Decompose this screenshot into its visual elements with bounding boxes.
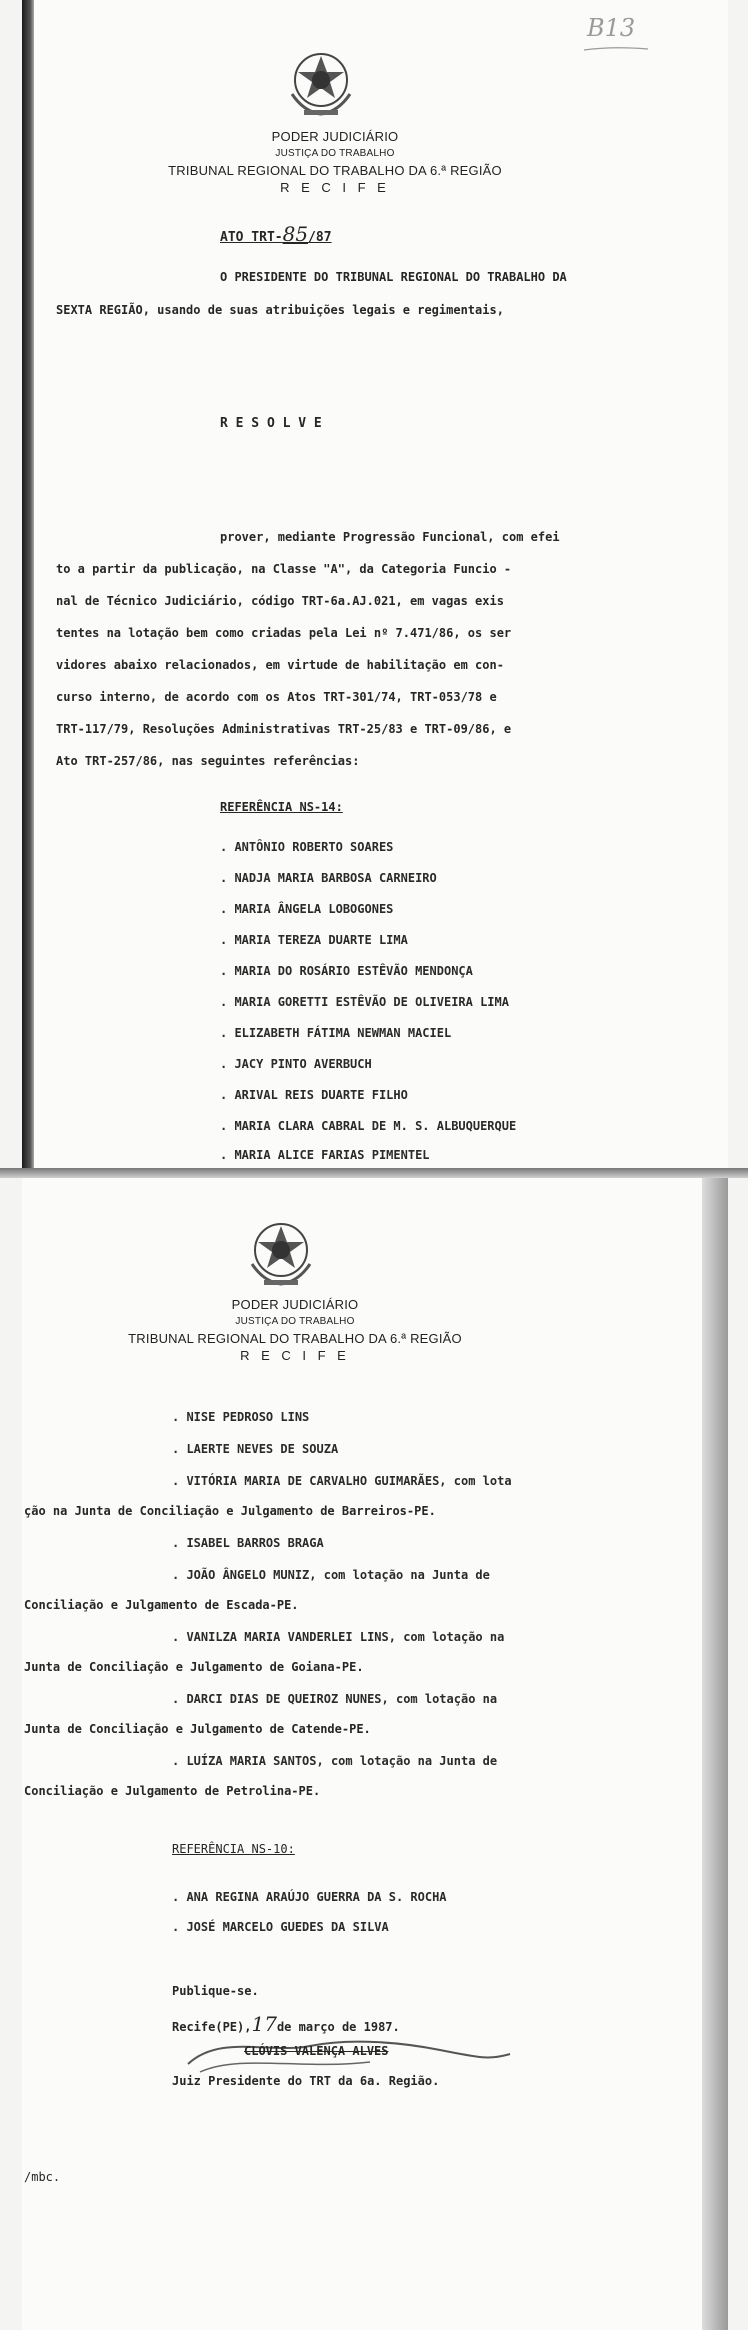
list-item: . NISE PEDROSO LINS <box>172 1410 310 1424</box>
list-item: . MARIA GORETTI ESTÊVÃO DE OLIVEIRA LIMA <box>220 995 509 1009</box>
coat-of-arms-icon <box>284 44 358 120</box>
list-item: . ISABEL BARROS BRAGA <box>172 1536 324 1550</box>
letterhead-line-4: R E C I F E <box>240 1348 350 1363</box>
list-item: . NADJA MARIA BARBOSA CARNEIRO <box>220 871 437 885</box>
list-item: . ARIVAL REIS DUARTE FILHO <box>220 1088 408 1102</box>
act-number-suffix: /87 <box>308 230 332 245</box>
body-line-8: Ato TRT-257/86, nas seguintes referências: <box>56 754 360 768</box>
body-line-2: to a partir da publicação, na Classe "A", da Categoria Funcio - <box>56 562 512 576</box>
list-item: . VITÓRIA MARIA DE CARVALHO GUIMARÃES, com lota <box>172 1474 512 1488</box>
list-item: . ELIZABETH FÁTIMA NEWMAN MACIEL <box>220 1026 452 1040</box>
list-item-continuation: Conciliação e Julgamento de Escada-PE. <box>24 1598 299 1612</box>
intro-line-2: SEXTA REGIÃO, usando de suas atribuições legais e regimentais, <box>56 303 504 317</box>
list-item: . ANTÔNIO ROBERTO SOARES <box>220 840 394 854</box>
list-item-continuation: Conciliação e Julgamento de Petrolina-PE. <box>24 1784 321 1798</box>
list-item: . VANILZA MARIA VANDERLEI LINS, com lotação na <box>172 1630 505 1644</box>
list-item: . JACY PINTO AVERBUCH <box>220 1057 372 1071</box>
page-separator <box>0 1168 748 1178</box>
typist-initials: /mbc. <box>24 2170 61 2184</box>
document-page-2 <box>22 1178 728 2330</box>
list-item: . JOSÉ MARCELO GUEDES DA SILVA <box>172 1920 389 1934</box>
list-item: . MARIA ÂNGELA LOBOGONES <box>220 902 394 916</box>
document-page-1 <box>22 0 728 1168</box>
list-item: . ANA REGINA ARAÚJO GUERRA DA S. ROCHA <box>172 1890 447 1904</box>
list-item: . LAERTE NEVES DE SOUZA <box>172 1442 339 1456</box>
act-number-handwritten: 85 <box>282 222 309 246</box>
letterhead-line-4: R E C I F E <box>280 180 390 195</box>
signer-title: Juiz Presidente do TRT da 6a. Região. <box>172 2074 440 2088</box>
list-item-continuation: ção na Junta de Conciliação e Julgamento de Barreiros-PE. <box>24 1504 436 1518</box>
letterhead-line-3: TRIBUNAL REGIONAL DO TRABALHO DA 6.ª REGIÃO <box>168 163 502 178</box>
letterhead <box>102 128 568 196</box>
letterhead-line-1: PODER JUDICIÁRIO <box>231 1297 359 1312</box>
letterhead <box>62 1296 528 1364</box>
body-line-4: tentes na lotação bem como criadas pela Lei nº 7.471/86, os ser <box>56 626 512 640</box>
list-item: . MARIA CLARA CABRAL DE M. S. ALBUQUERQUE <box>220 1119 517 1133</box>
margin-note-underline <box>582 44 652 54</box>
resolve-heading: R E S O L V E <box>220 416 322 431</box>
list-item-continuation: Junta de Conciliação e Julgamento de Catende-PE. <box>24 1722 371 1736</box>
body-line-6: curso interno, de acordo com os Atos TRT-301/74, TRT-053/78 e <box>56 690 497 704</box>
reference-heading-ns14: REFERÊNCIA NS-14: <box>220 800 343 814</box>
letterhead-line-2: JUSTIÇA DO TRABALHO <box>275 148 395 159</box>
list-item: . MARIA ALICE FARIAS PIMENTEL <box>220 1148 430 1162</box>
list-item: . DARCI DIAS DE QUEIROZ NUNES, com lotação na <box>172 1692 498 1706</box>
publish-line: Publique-se. <box>172 1984 259 1998</box>
date-suffix: de março de 1987. <box>276 2020 400 2034</box>
letterhead-line-1: PODER JUDICIÁRIO <box>271 129 399 144</box>
body-line-1: prover, mediante Progressão Funcional, com efei <box>220 530 560 544</box>
signer-name: CLÓVIS VALENÇA ALVES <box>244 2044 389 2058</box>
list-item: . LUÍZA MARIA SANTOS, com lotação na Junta de <box>172 1754 498 1768</box>
margin-note: B13 <box>587 14 636 42</box>
list-item: . JOÃO ÂNGELO MUNIZ, com lotação na Junta de <box>172 1568 490 1582</box>
list-item: . MARIA DO ROSÁRIO ESTÊVÃO MENDONÇA <box>220 964 473 978</box>
body-line-3: nal de Técnico Judiciário, código TRT-6a.AJ.021, em vagas exis <box>56 594 504 608</box>
coat-of-arms-icon <box>244 1214 318 1290</box>
act-number <box>220 222 332 246</box>
body-line-5: vidores abaixo relacionados, em virtude de habilitação em con- <box>56 658 504 672</box>
reference-heading-ns10: REFERÊNCIA NS-10: <box>172 1842 295 1856</box>
body-line-7: TRT-117/79, Resoluções Administrativas TRT-25/83 e TRT-09/86, e <box>56 722 512 736</box>
list-item-continuation: Junta de Conciliação e Julgamento de Goiana-PE. <box>24 1660 364 1674</box>
list-item: . MARIA TEREZA DUARTE LIMA <box>220 933 408 947</box>
date-day-handwritten: 17 <box>251 2012 277 2036</box>
letterhead-line-2: JUSTIÇA DO TRABALHO <box>235 1316 355 1327</box>
intro-line-1: O PRESIDENTE DO TRIBUNAL REGIONAL DO TRABALHO DA <box>220 270 567 284</box>
page-binding-shadow <box>22 0 34 1168</box>
date-prefix: Recife(PE), <box>172 2020 252 2034</box>
letterhead-line-3: TRIBUNAL REGIONAL DO TRABALHO DA 6.ª REGIÃO <box>128 1331 462 1346</box>
page-edge-shadow <box>702 1178 728 2330</box>
act-number-prefix: ATO TRT- <box>220 230 283 245</box>
